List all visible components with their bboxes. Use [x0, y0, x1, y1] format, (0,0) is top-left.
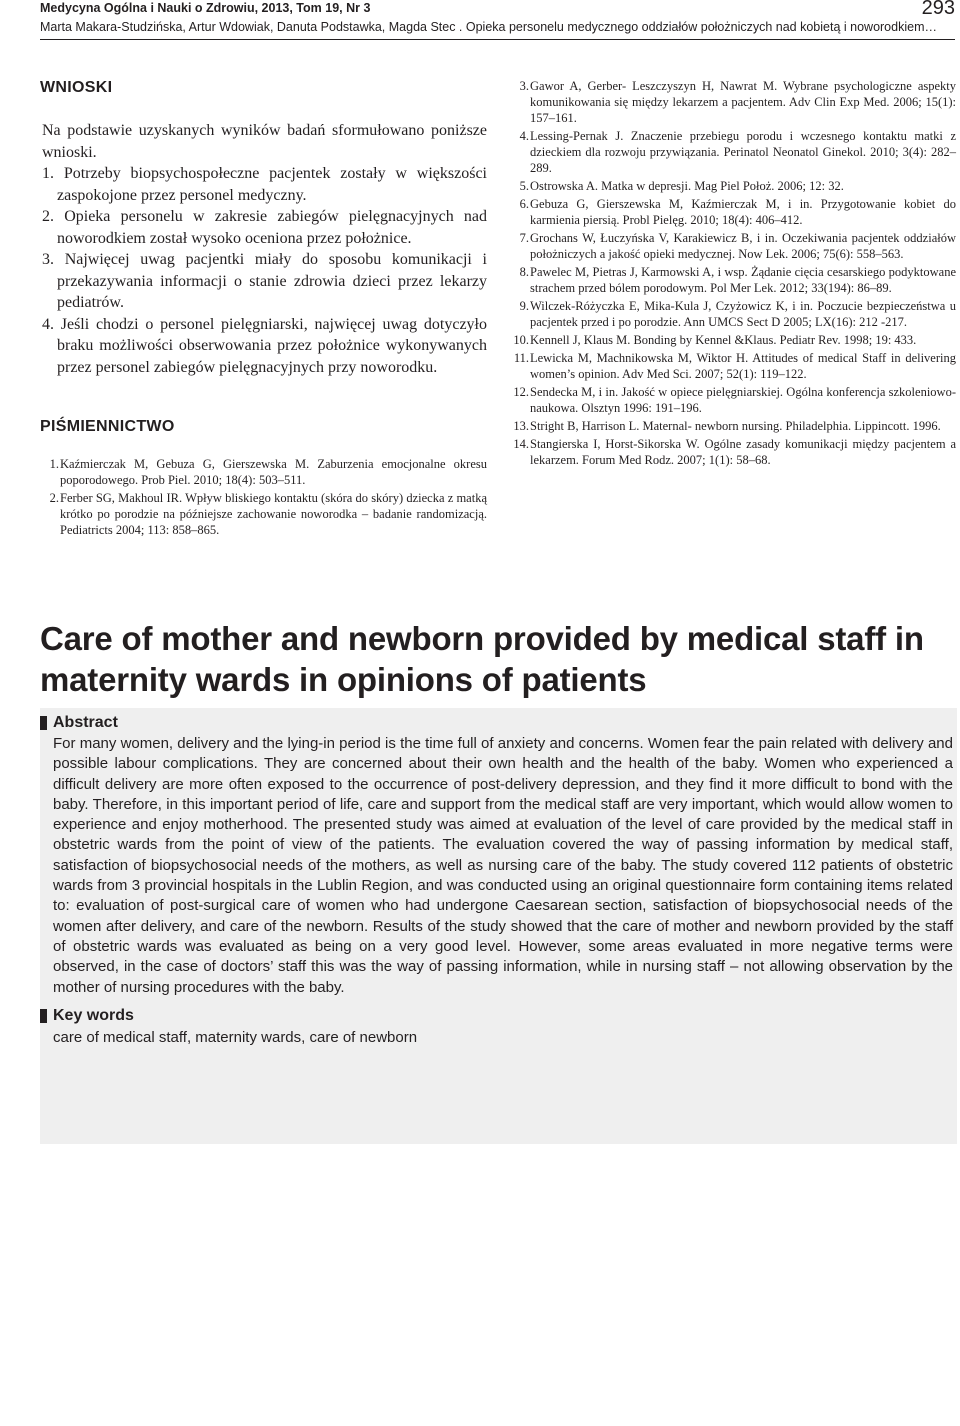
reference-item: [510, 384, 956, 416]
page-number: 293: [921, 0, 955, 19]
abstract-heading: [40, 712, 957, 734]
authors-running-title: Marta Makara-Studzińska, Artur Wdowiak, Danuta Podstawka, Magda Stec . Opieka personelu medycznego oddziałów położniczych nad kobietą i noworodkiem…: [40, 20, 937, 34]
header-rule: [40, 39, 955, 40]
conclusion-item-4: 4. Jeśli chodzi o personel pielęgniarski, najwięcej uwag dotyczyło braku możliwości obserwowania przez położnice wykonywanych przez personel zabiegów pielęgnacyjnych przy noworodku.: [42, 315, 487, 376]
reference-item: [510, 78, 956, 126]
reference-item: [510, 298, 956, 330]
reference-text: Pawelec M, Pietras J, Karmowski A, i wsp. Żądanie cięcia cesarskiego podyktowane strachem przed bólem porodowym. Pol Mer Lek. 2012; 33(194): 86–89.: [530, 265, 956, 295]
conclusion-item-1: 1. Potrzeby biopsychospołeczne pacjentek zostały w większości zaspokojone przez personel medyczny.: [42, 165, 487, 204]
heading-marker: [40, 1009, 47, 1023]
reference-item: [510, 230, 956, 262]
reference-number: 14.: [513, 437, 529, 451]
keywords-text: care of medical staff, maternity wards, care of newborn: [53, 1028, 418, 1046]
reference-text: Sendecka M, i in. Jakość w opiece pielęgniarskiej. Ogólna konferencja szkoleniowo-naukowa. Olsztyn 1996: 191–196.: [530, 385, 956, 415]
keywords-heading: [40, 1005, 957, 1027]
abstract-heading-label: Abstract: [53, 714, 118, 731]
reference-text: Wilczek-Różyczka E, Mika-Kula J, Czyżowicz K, i in. Poczucie bezpieczeństwa u pacjentek przed i po porodzie. Ann UMCS Sect D 2005; LX(16): 212 -217.: [530, 299, 956, 329]
reference-item: [510, 418, 956, 434]
reference-text: Ferber SG, Makhoul IR. Wpływ bliskiego kontaktu (skóra do skóry) dziecka z matką krótko po porodzie na późniejsze zachowanie noworodka – badanie randomizacją. Pediatricts 2004; 113: 858–865.: [60, 491, 487, 537]
reference-number: 1.: [49, 457, 59, 471]
conclusion-item-3: 3. Najwięcej uwag pacjentki miały do sposobu komunikacji i przekazywania informacji o stanie zdrowia dzieci przez lekarzy pediatrów.: [42, 251, 487, 311]
conclusion-item-2: 2. Opieka personelu w zakresie zabiegów pielęgnacyjnych nad noworodkiem został wysoko oceniona przez położnice.: [42, 208, 487, 247]
reference-text: Gawor A, Gerber- Leszczyszyn H, Nawrat M. Wybrane psychologiczne aspekty komunikowania się między lekarzem a pacjentem. Adv Clin Exp Med. 2006; 15(1): 157–161.: [530, 79, 956, 125]
reference-number: 4.: [519, 129, 529, 143]
reference-number: 3.: [519, 79, 529, 93]
references-heading: PIŚMIENNICTWO: [40, 418, 175, 435]
english-title-block: [40, 618, 960, 700]
abstract-text: For many women, delivery and the lying-in period is the time full of anxiety and concerns. Women fear the pain related with delivery and possible labour complications. They are concerned about their own health and the health of the baby. Women who experienced a difficult delivery are more often exposed to the occurrence of post-delivery depression, and they find it more difficult to bond with the baby. Therefore, in this important period of life, care and support from the medical staff are very important, which would allow women to experience and enjoy motherhood. The presented study was aimed at evaluation of the level of care provided by the medical staff in obstetric wards from the point of view of the patients. The evaluation covered the way of passing information by medical staff, satisfaction of biopsychosocial needs of the mothers, as well as nursing care of the baby. The study covered 112 patients of obstetric wards from 3 provincial hospitals in the Lublin Region, and was conducted using an original questionnaire form containing items related to: evaluation of post-surgical care of women who had undergone Caesarean section, satisfaction of biopsychosocial needs of the women after delivery, and care of the newborn. Results of the study showed that the care of mother and newborn provided by the staff of obstetric wards was evaluated as being on a very good level. However, some areas evaluated in more negative terms were observed, in the case of doctors’ staff this was the way of passing information, while in nursing staff – not allowing observation by the mother of nursing procedures with the baby.: [53, 735, 953, 996]
reference-item: [40, 456, 487, 488]
running-header: [40, 0, 955, 44]
reference-text: Lessing-Pernak J. Znaczenie przebiegu porodu i wczesnego kontaktu matki z dzieckiem dla rozwoju przywiązania. Perinatol Neonatol Ginekol. 2010; 3(4): 282–289.: [530, 129, 956, 175]
reference-item: [510, 332, 956, 348]
reference-text: Kennell J, Klaus M. Bonding by Kennel &Klaus. Pediatr Rev. 1998; 19: 433.: [530, 333, 917, 347]
reference-item: [510, 178, 956, 194]
reference-number: 10.: [513, 333, 529, 347]
reference-text: Ostrowska A. Matka w depresji. Mag Piel Położ. 2006; 12: 32.: [530, 179, 844, 193]
conclusions-body: [40, 120, 487, 378]
reference-number: 11.: [513, 351, 529, 365]
references-list-right: [510, 78, 956, 468]
reference-text: Gebuza G, Gierszewska M, Kaźmierczak M, i in. Przygotowanie kobiet do karmienia piersią. Probl Pielęg. 2010; 18(4): 406–412.: [530, 197, 956, 227]
reference-text: Grochans W, Łuczyńska V, Karakiewicz B, i in. Oczekiwania pacjentek oddziałów położniczych a jakość opieki medycznej. Now Lek. 2006; 75(6): 558–563.: [530, 231, 956, 261]
reference-text: Kaźmierczak M, Gebuza G, Gierszewska M. Zaburzenia emocjonalne okresu poporodowego. Prob Piel. 2010; 18(4): 503–511.: [60, 457, 487, 487]
reference-item: [510, 264, 956, 296]
reference-item: [40, 490, 487, 538]
abstract-box: [40, 708, 957, 1144]
reference-text: Stangierska I, Horst-Sikorska W. Ogólne zasady komunikacji między pacjentem a lekarzem. Forum Med Rodz. 2007; 1(1): 58–68.: [530, 437, 956, 467]
reference-item: [510, 436, 956, 468]
reference-item: [510, 350, 956, 382]
reference-text: Lewicka M, Machnikowska M, Wiktor H. Attitudes of medical Staff in delivering women’s opinion. Adv Med Sci. 2007; 52(1): 119–122.: [530, 351, 956, 381]
reference-number: 5.: [519, 179, 529, 193]
reference-number: 8.: [519, 265, 529, 279]
conclusions-heading: WNIOSKI: [40, 79, 113, 96]
english-article-title: Care of mother and newborn provided by medical staff in maternity wards in opinions of patients: [40, 620, 924, 698]
journal-name: Medycyna Ogólna i Nauki o Zdrowiu, 2013, Tom 19, Nr 3: [40, 1, 371, 15]
reference-number: 6.: [519, 197, 529, 211]
reference-number: 2.: [49, 491, 59, 505]
right-column: [510, 78, 956, 470]
conclusions-intro: Na podstawie uzyskanych wyników badań sformułowano poniższe wnioski.: [42, 122, 487, 161]
references-list-left: [40, 456, 487, 538]
reference-number: 9.: [519, 299, 529, 313]
reference-text: Stright B, Harrison L. Maternal- newborn nursing. Philadelphia. Lippincott. 1996.: [530, 419, 941, 433]
reference-number: 13.: [513, 419, 529, 433]
reference-item: [510, 128, 956, 176]
left-column: [40, 76, 487, 540]
keywords-heading-label: Key words: [53, 1006, 134, 1024]
reference-number: 12.: [513, 385, 529, 399]
reference-item: [510, 196, 956, 228]
heading-marker: [40, 716, 47, 730]
reference-number: 7.: [519, 231, 529, 245]
